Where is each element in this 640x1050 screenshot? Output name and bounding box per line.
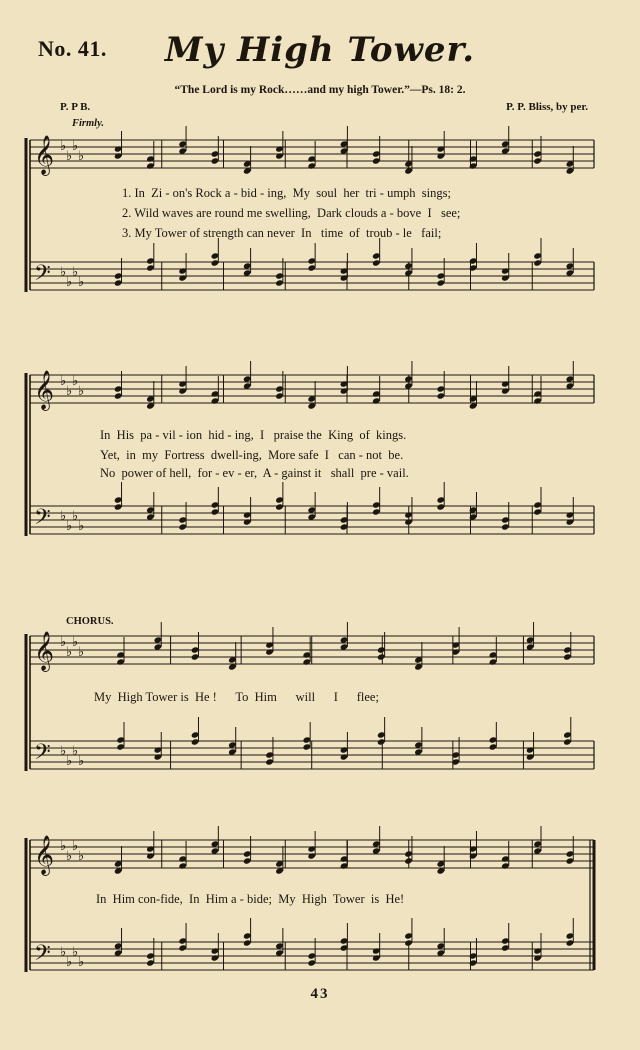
flat-icon: ♭	[72, 509, 79, 524]
flat-icon: ♭	[66, 275, 73, 290]
tempo-marking: Firmly.	[72, 118, 104, 129]
flat-icon: ♭	[60, 635, 67, 650]
flat-icon: ♭	[60, 139, 67, 154]
flat-icon: ♭	[78, 645, 85, 660]
chorus-line-1: My High Tower is He ! To Him will I flee;	[94, 690, 379, 704]
flat-icon: ♭	[66, 645, 73, 660]
flat-icon: ♭	[72, 139, 79, 154]
treble-clef-icon: 𝄞	[34, 835, 55, 875]
flat-icon: ♭	[66, 849, 73, 864]
treble-clef-icon: 𝄞	[34, 135, 55, 175]
bass-clef-icon: 𝄢	[34, 740, 51, 770]
verse-1-line-1: 1. In Zi - on's Rock a - bid - ing, My soul her tri - umph sings;	[122, 186, 451, 200]
flat-icon: ♭	[78, 519, 85, 534]
hymn-number: No. 41.	[38, 36, 107, 61]
flat-icon: ♭	[78, 754, 85, 769]
verse-2-line-1: 2. Wild waves are round me swelling, Dark clouds a - bove I see;	[122, 206, 461, 220]
scripture-epigraph: “The Lord is my Rock……and my high Tower.”—Ps. 18: 2.	[174, 84, 466, 96]
bass-clef-icon: 𝄢	[34, 941, 51, 971]
composer-credit: P. P. Bliss, by per.	[506, 101, 588, 113]
flat-icon: ♭	[78, 275, 85, 290]
flat-icon: ♭	[78, 149, 85, 164]
flat-icon: ♭	[60, 265, 67, 280]
treble-clef-icon: 𝄞	[34, 370, 55, 410]
flat-icon: ♭	[66, 955, 73, 970]
flat-icon: ♭	[72, 744, 79, 759]
flat-icon: ♭	[60, 744, 67, 759]
flat-icon: ♭	[78, 384, 85, 399]
staff-systems	[26, 126, 594, 972]
flat-icon: ♭	[66, 384, 73, 399]
flat-icon: ♭	[66, 149, 73, 164]
flat-icon: ♭	[72, 265, 79, 280]
flat-icon: ♭	[66, 754, 73, 769]
flat-icon: ♭	[78, 955, 85, 970]
flat-icon: ♭	[60, 509, 67, 524]
flat-icon: ♭	[66, 519, 73, 534]
treble-clef-icon: 𝄞	[34, 631, 55, 671]
page-number: 43	[310, 986, 330, 1002]
verse-2-line-2: Yet, in my Fortress dwell-ing, More safe I can - not be.	[100, 448, 404, 462]
hymn-title: My High Tower.	[164, 30, 476, 70]
flat-icon: ♭	[72, 839, 79, 854]
bass-clef-icon: 𝄢	[34, 505, 51, 535]
chorus-label: CHORUS.	[66, 616, 114, 627]
flat-icon: ♭	[72, 945, 79, 960]
lyricist-credit: P. P B.	[60, 101, 91, 113]
verse-3-line-2: No power of hell, for - ev - er, A - gainst it shall pre - vail.	[100, 466, 409, 480]
flat-icon: ♭	[60, 374, 67, 389]
verse-1-line-2: In His pa - vil - ion hid - ing, I praise the King of kings.	[100, 428, 407, 442]
flat-icon: ♭	[60, 945, 67, 960]
chorus-line-2: In Him con-fide, In Him a - bide; My High Tower is He!	[96, 892, 405, 906]
flat-icon: ♭	[60, 839, 67, 854]
flat-icon: ♭	[78, 849, 85, 864]
flat-icon: ♭	[72, 635, 79, 650]
verse-3-line-1: 3. My Tower of strength can never In time of troub - le fail;	[122, 226, 442, 240]
flat-icon: ♭	[72, 374, 79, 389]
bass-clef-icon: 𝄢	[34, 261, 51, 291]
